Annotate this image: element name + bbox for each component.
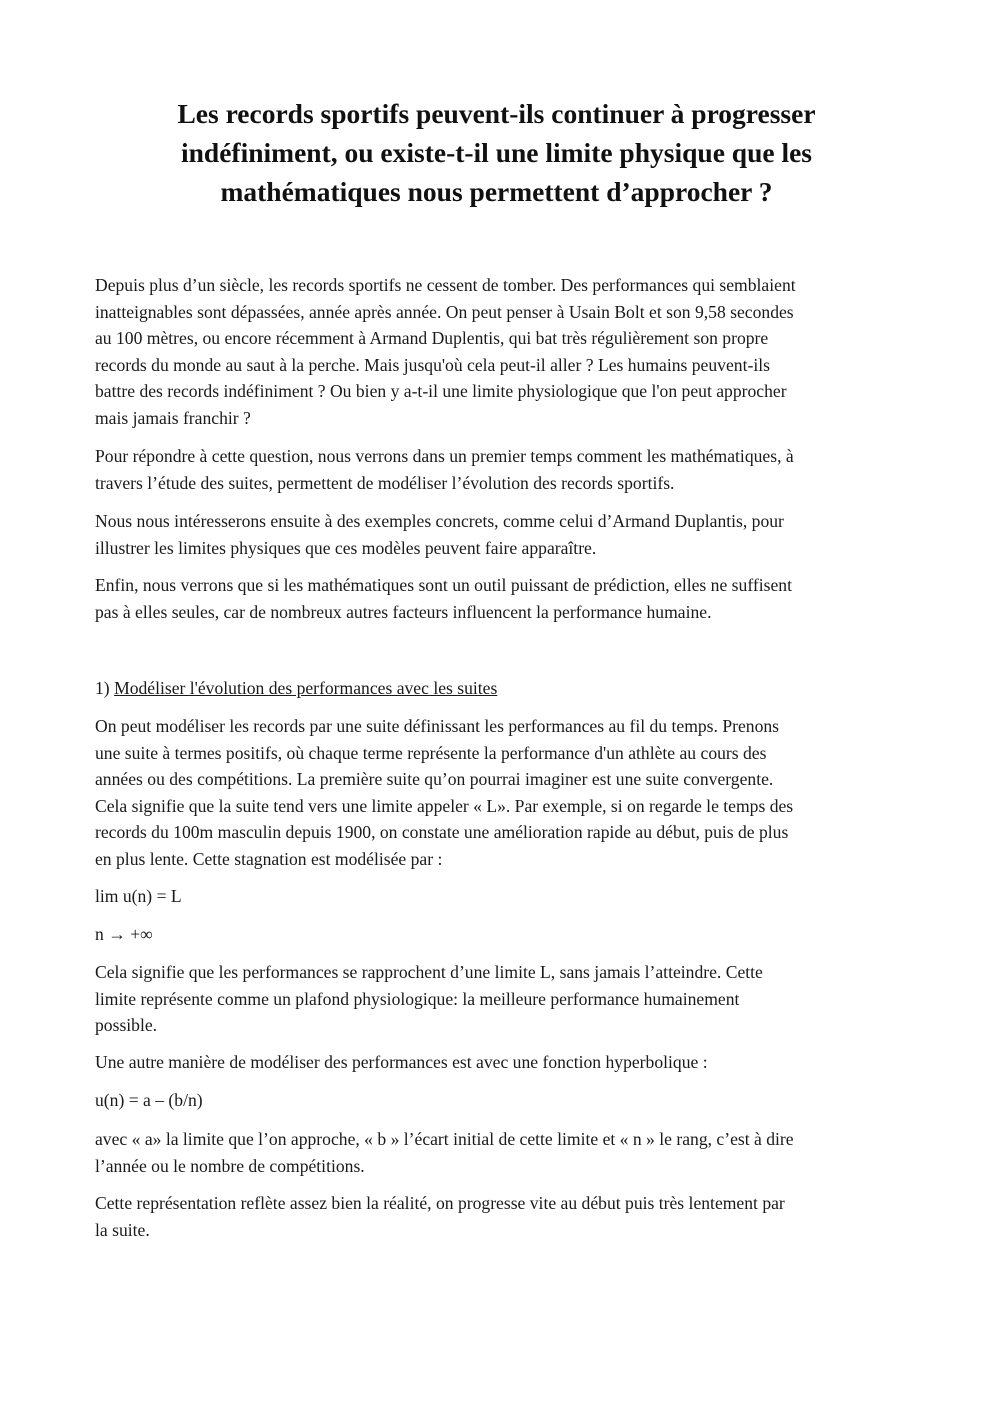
text-line: Une autre manière de modéliser des performances est avec une fonction hyperbolique : (95, 1052, 708, 1072)
text-line: Depuis plus d’un siècle, les records sportifs ne cessent de tomber. Des performances qui semblaient (95, 275, 796, 295)
text-line: avec « a» la limite que l’on approche, « b » l’écart initial de cette limite et « n » le rang, c’est à dire (95, 1129, 794, 1149)
intro-paragraph-4 (95, 572, 905, 625)
text-line: Enfin, nous verrons que si les mathématiques sont un outil puissant de prédiction, elles ne suffisent (95, 575, 792, 595)
formula-limit-subscript: n → +∞ (95, 924, 153, 944)
document-title (110, 94, 883, 211)
title-line: indéfiniment, ou existe-t-il une limite physique que les (181, 137, 812, 168)
formula-limit: lim u(n) = L (95, 886, 182, 906)
text-line: limite représente comme un plafond physiologique: la meilleure performance humainement (95, 988, 740, 1009)
text-line: Cela signifie que les performances se rapprochent d’une limite L, sans jamais l’atteindre. Cette (95, 962, 763, 982)
text-line: illustrer les limites physiques que ces modèles peuvent faire apparaître. (95, 537, 597, 558)
title-line: mathématiques nous permettent d’approcher ? (220, 176, 773, 207)
section-title: Modéliser l'évolution des performances avec les suites (114, 678, 498, 698)
intro-paragraph-3 (95, 508, 905, 561)
section1-paragraph-2 (95, 959, 905, 1039)
text-line: possible. (95, 1015, 158, 1035)
text-line: records du monde au saut à la perche. Mais jusqu'où cela peut-il aller ? Les humains peuvent-ils (95, 354, 770, 375)
title-line: Les records sportifs peuvent-ils continuer à progresser (177, 98, 816, 129)
text-line: travers l’étude des suites, permettent de modéliser l’évolution des records sportifs. (95, 472, 675, 493)
section-heading (95, 675, 905, 702)
section1-paragraph-3 (95, 1049, 905, 1076)
text-line: années ou des compétitions. La première suite qu’on pourrai imaginer est une suite convergente. (95, 769, 774, 789)
text-line: pas à elles seules, car de nombreux autres facteurs influencent la performance humaine. (95, 601, 712, 622)
text-line: mais jamais franchir ? (95, 407, 251, 428)
intro-paragraph-1 (95, 272, 905, 431)
text-line: On peut modéliser les records par une suite définissant les performances au fil du temps. Prenons (95, 716, 780, 736)
section1-paragraph-4 (95, 1126, 905, 1179)
text-line: Pour répondre à cette question, nous verrons dans un premier temps comment les mathématiques, à (95, 446, 794, 466)
section1-paragraph-1 (95, 713, 905, 872)
section-number: 1) (95, 678, 115, 698)
formula-hyperbolic: u(n) = a – (b/n) (95, 1090, 203, 1110)
text-line: au 100 mètres, ou encore récemment à Armand Duplentis, qui bat très régulièrement son propre (95, 328, 769, 348)
text-line: battre des records indéfiniment ? Ou bien y a-t-il une limite physiologique que l'on peut approcher (95, 381, 787, 401)
text-line: l’année ou le nombre de compétitions. (95, 1155, 365, 1176)
section1-paragraph-5 (95, 1190, 905, 1243)
text-line: records du 100m masculin depuis 1900, on constate une amélioration rapide au début, puis de plus (95, 822, 789, 842)
text-line: Nous nous intéresserons ensuite à des exemples concrets, comme celui d’Armand Duplantis, pour (95, 511, 784, 531)
text-line: en plus lente. Cette stagnation est modélisée par : (95, 848, 443, 869)
text-line: la suite. (95, 1219, 150, 1240)
text-line: Cette représentation reflète assez bien la réalité, on progresse vite au début puis très lentement par (95, 1193, 785, 1213)
text-line: Cela signifie que la suite tend vers une limite appeler « L». Par exemple, si on regarde le temps des (95, 795, 794, 816)
text-line: une suite à termes positifs, où chaque terme représente la performance d'un athlète au cours des (95, 742, 767, 763)
intro-paragraph-2 (95, 443, 905, 496)
text-line: inatteignables sont dépassées, année après année. On peut penser à Usain Bolt et son 9,58 secondes (95, 301, 794, 322)
